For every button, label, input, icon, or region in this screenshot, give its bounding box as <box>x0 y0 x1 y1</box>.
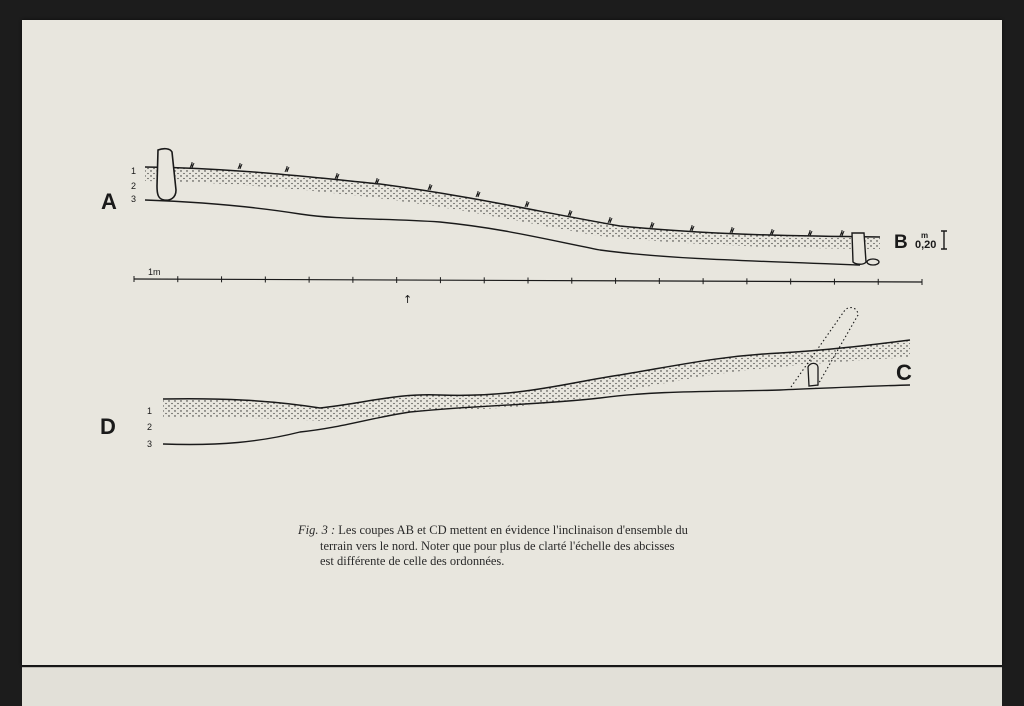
ab-layer-number-2: 2 <box>131 181 137 191</box>
label-a: A <box>101 189 117 214</box>
grass-tufts <box>190 162 844 236</box>
label-d: D <box>100 414 116 439</box>
vertical-scale-value: 0,20 <box>915 239 937 251</box>
pebble-b <box>867 259 879 265</box>
cd-layer-number-3: 3 <box>147 439 153 449</box>
vertical-scale-bar <box>941 231 947 249</box>
cd-layer-number-1: 1 <box>147 406 153 416</box>
stone-b <box>852 233 866 264</box>
label-b: B <box>894 232 908 253</box>
north-arrow-icon: ↑ <box>403 293 413 306</box>
label-c: C <box>896 360 912 385</box>
section-ab <box>101 149 947 265</box>
stone-a <box>157 149 176 200</box>
cd-layer-number-2: 2 <box>147 422 153 432</box>
caption-line-3: est différente de celle des ordonnées. <box>320 554 505 568</box>
figure-caption <box>298 523 738 570</box>
horizontal-scale-label: 1m <box>148 267 161 277</box>
caption-line-1 <box>298 523 738 539</box>
small-stone-c <box>808 363 818 386</box>
section-cd <box>100 308 912 449</box>
caption-line-2: terrain vers le nord. Noter que pour plus de clarté l'échelle des abcisses <box>320 538 675 553</box>
caption-line-1-text: Les coupes AB et CD mettent en évidence l'inclinaison d'ensemble du <box>335 523 688 537</box>
ab-layer-number-3: 3 <box>131 194 137 204</box>
ab-layer-number-1: 1 <box>131 166 137 176</box>
vertical-scale-unit: m <box>921 231 929 240</box>
caption-lead: Fig. 3 : <box>298 523 336 537</box>
horizontal-scale <box>134 267 922 306</box>
